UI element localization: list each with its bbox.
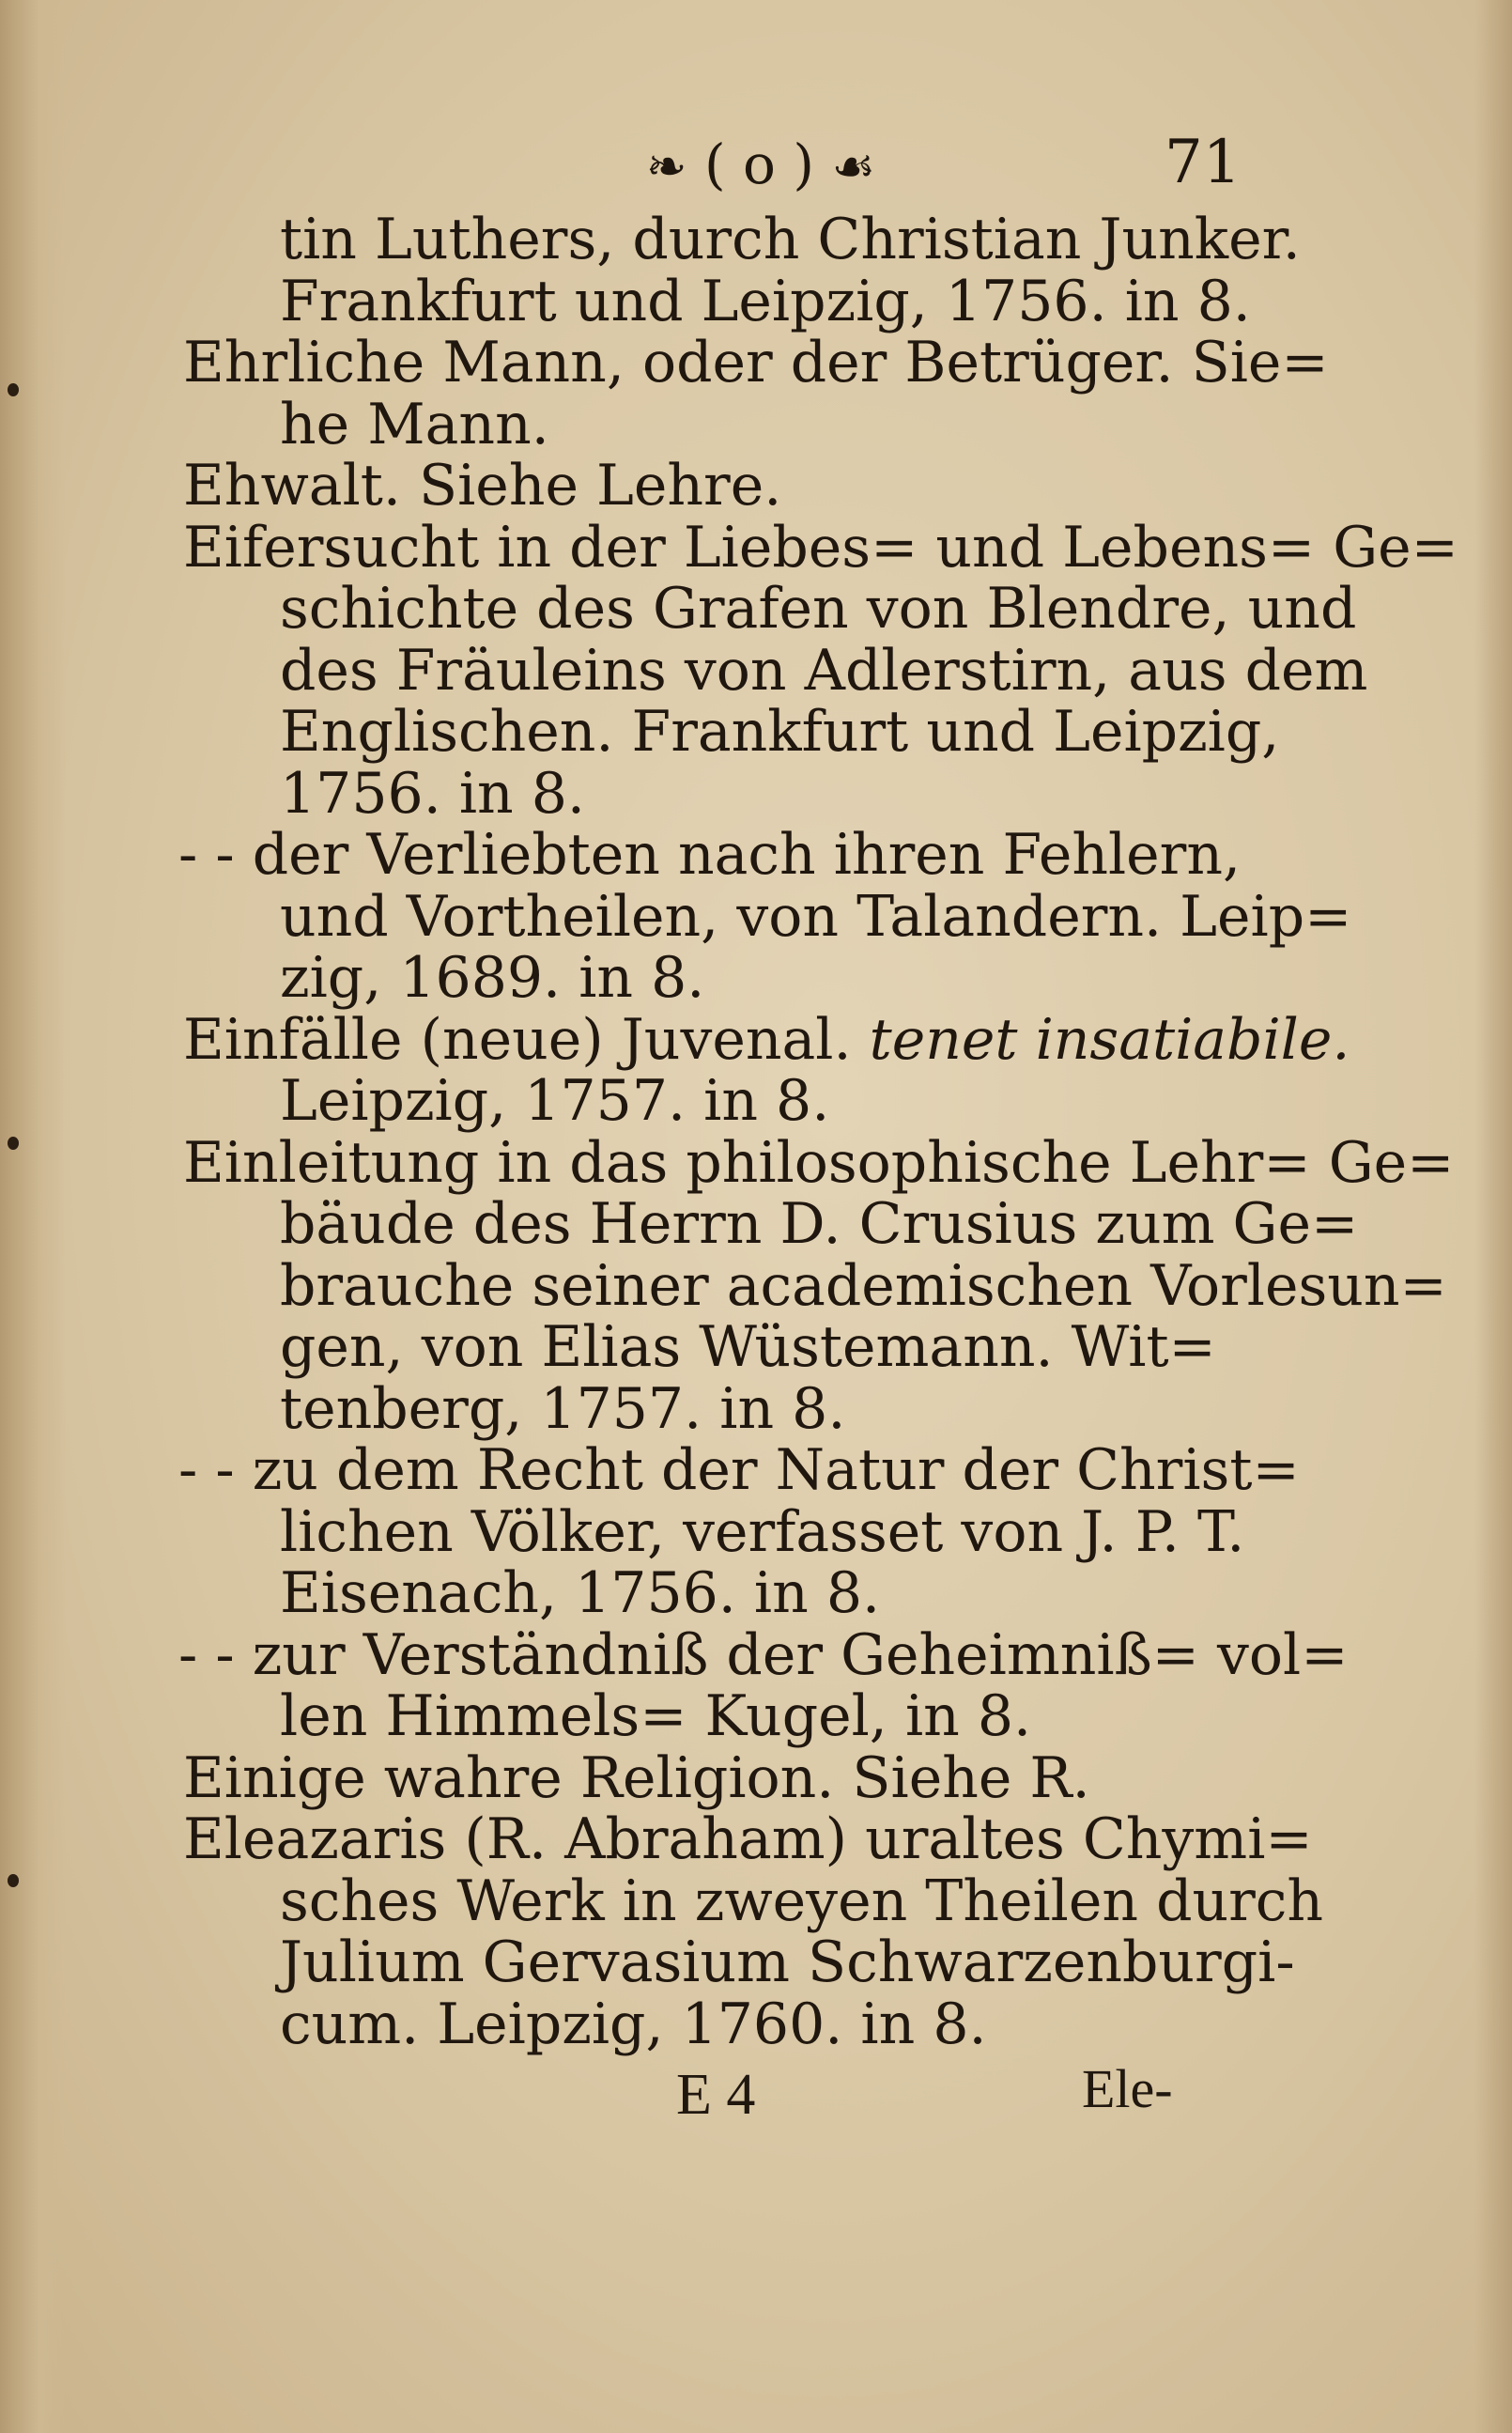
text-line-content: he Mann. — [280, 391, 549, 457]
text-line — [178, 1437, 1300, 1503]
text-line-content: Einige wahre Religion. Siehe R. — [183, 1744, 1090, 1811]
text-line — [280, 1499, 1244, 1565]
text-line-content: Julium Gervasium Schwarzenburgi- — [280, 1929, 1295, 1995]
text-line-content: Ehwalt. Siehe Lehre. — [183, 453, 782, 519]
text-line-content: gen, von Elias Wüstemann. Wit= — [280, 1314, 1216, 1380]
margin-mark — [8, 1874, 19, 1887]
text-line — [280, 1253, 1447, 1319]
text-line — [280, 1560, 880, 1626]
text-line-content: - - der Verliebten nach ihren Fehlern, — [178, 822, 1242, 888]
text-line — [183, 515, 1458, 581]
ornament-right-icon: ☙ — [831, 139, 876, 195]
text-line — [183, 453, 781, 519]
text-line-content: Eisenach, 1756. in 8. — [280, 1560, 881, 1626]
text-line — [183, 1007, 1350, 1073]
text-line-content: - - zu dem Recht der Natur der Christ= — [178, 1437, 1300, 1503]
text-line — [280, 638, 1367, 704]
text-line-content: und Vortheilen, von Talandern. Leip= — [280, 883, 1352, 950]
text-line-content: bäude des Herrn D. Crusius zum Ge= — [280, 1191, 1359, 1257]
text-line — [280, 1868, 1323, 1934]
text-line-content: Frankfurt und Leipzig, 1756. in 8. — [280, 268, 1251, 334]
text-line — [183, 1806, 1313, 1872]
signature-mark: E 4 — [676, 2063, 756, 2127]
text-line — [280, 884, 1351, 950]
text-line — [280, 1929, 1295, 1995]
text-line — [280, 761, 585, 827]
text-line-content: tenberg, 1757. in 8. — [280, 1375, 846, 1442]
text-line-content: len Himmels= Kugel, in 8. — [280, 1683, 1032, 1749]
italic-quote: tenet insatiabile. — [851, 1006, 1350, 1073]
text-line-content: cum. Leipzig, 1760. in 8. — [280, 1991, 987, 2057]
text-line-content: Einfälle (neue) Juvenal. — [183, 1006, 852, 1073]
text-line-content: brauche seiner academischen Vorlesun= — [280, 1252, 1447, 1319]
text-line — [280, 699, 1279, 765]
running-head — [526, 122, 995, 207]
text-line — [280, 1068, 829, 1134]
text-line — [178, 822, 1241, 888]
running-head-center: ( o ) — [703, 132, 814, 196]
text-line — [183, 330, 1329, 395]
text-line — [280, 1191, 1358, 1257]
text-line-content: tin Luthers, durch Christian Junker. — [280, 207, 1301, 272]
text-line — [280, 1376, 845, 1442]
catchword: Ele- — [1082, 2058, 1173, 2119]
text-line-content: Eleazaris (R. Abraham) uraltes Chymi= — [183, 1806, 1313, 1872]
binding-gutter — [0, 0, 66, 2433]
ornament-left-icon: ❧ — [645, 139, 687, 195]
margin-mark — [8, 1137, 19, 1150]
text-line — [280, 1314, 1216, 1380]
text-line — [280, 392, 549, 457]
text-line-content: Eifersucht in der Liebes= und Lebens= Ge= — [183, 514, 1458, 581]
margin-mark — [8, 383, 19, 396]
text-line — [178, 1622, 1349, 1688]
text-line — [280, 945, 704, 1011]
page-edge-shading — [1474, 0, 1512, 2433]
text-line-content: Ehrliche Mann, oder der Betrüger. Sie= — [183, 330, 1329, 395]
text-line — [280, 207, 1301, 272]
text-line-content: des Fräuleins von Adlerstirn, aus dem — [280, 637, 1368, 704]
text-line-content: Englischen. Frankfurt und Leipzig, — [280, 699, 1280, 765]
page-number: 71 — [1165, 128, 1242, 197]
text-line — [280, 1683, 1031, 1749]
text-line-content: schichte des Grafen von Blendre, und — [280, 576, 1357, 642]
text-line-content: zig, 1689. in 8. — [280, 945, 705, 1011]
text-line-content: 1756. in 8. — [280, 760, 585, 827]
text-line-content: lichen Völker, verfasset von J. P. T. — [280, 1498, 1245, 1565]
text-line-content: - - zur Verständniß der Geheimniß= vol= — [178, 1621, 1349, 1688]
text-line — [280, 1991, 987, 2057]
text-line-content: Einleitung in das philosophische Lehr= Ge= — [183, 1129, 1455, 1196]
text-line — [183, 1745, 1090, 1811]
text-line — [280, 269, 1251, 334]
text-line — [280, 576, 1356, 642]
text-line-content: Leipzig, 1757. in 8. — [280, 1068, 830, 1134]
text-line — [183, 1130, 1454, 1196]
text-line-content: sches Werk in zweyen Theilen durch — [280, 1867, 1324, 1934]
